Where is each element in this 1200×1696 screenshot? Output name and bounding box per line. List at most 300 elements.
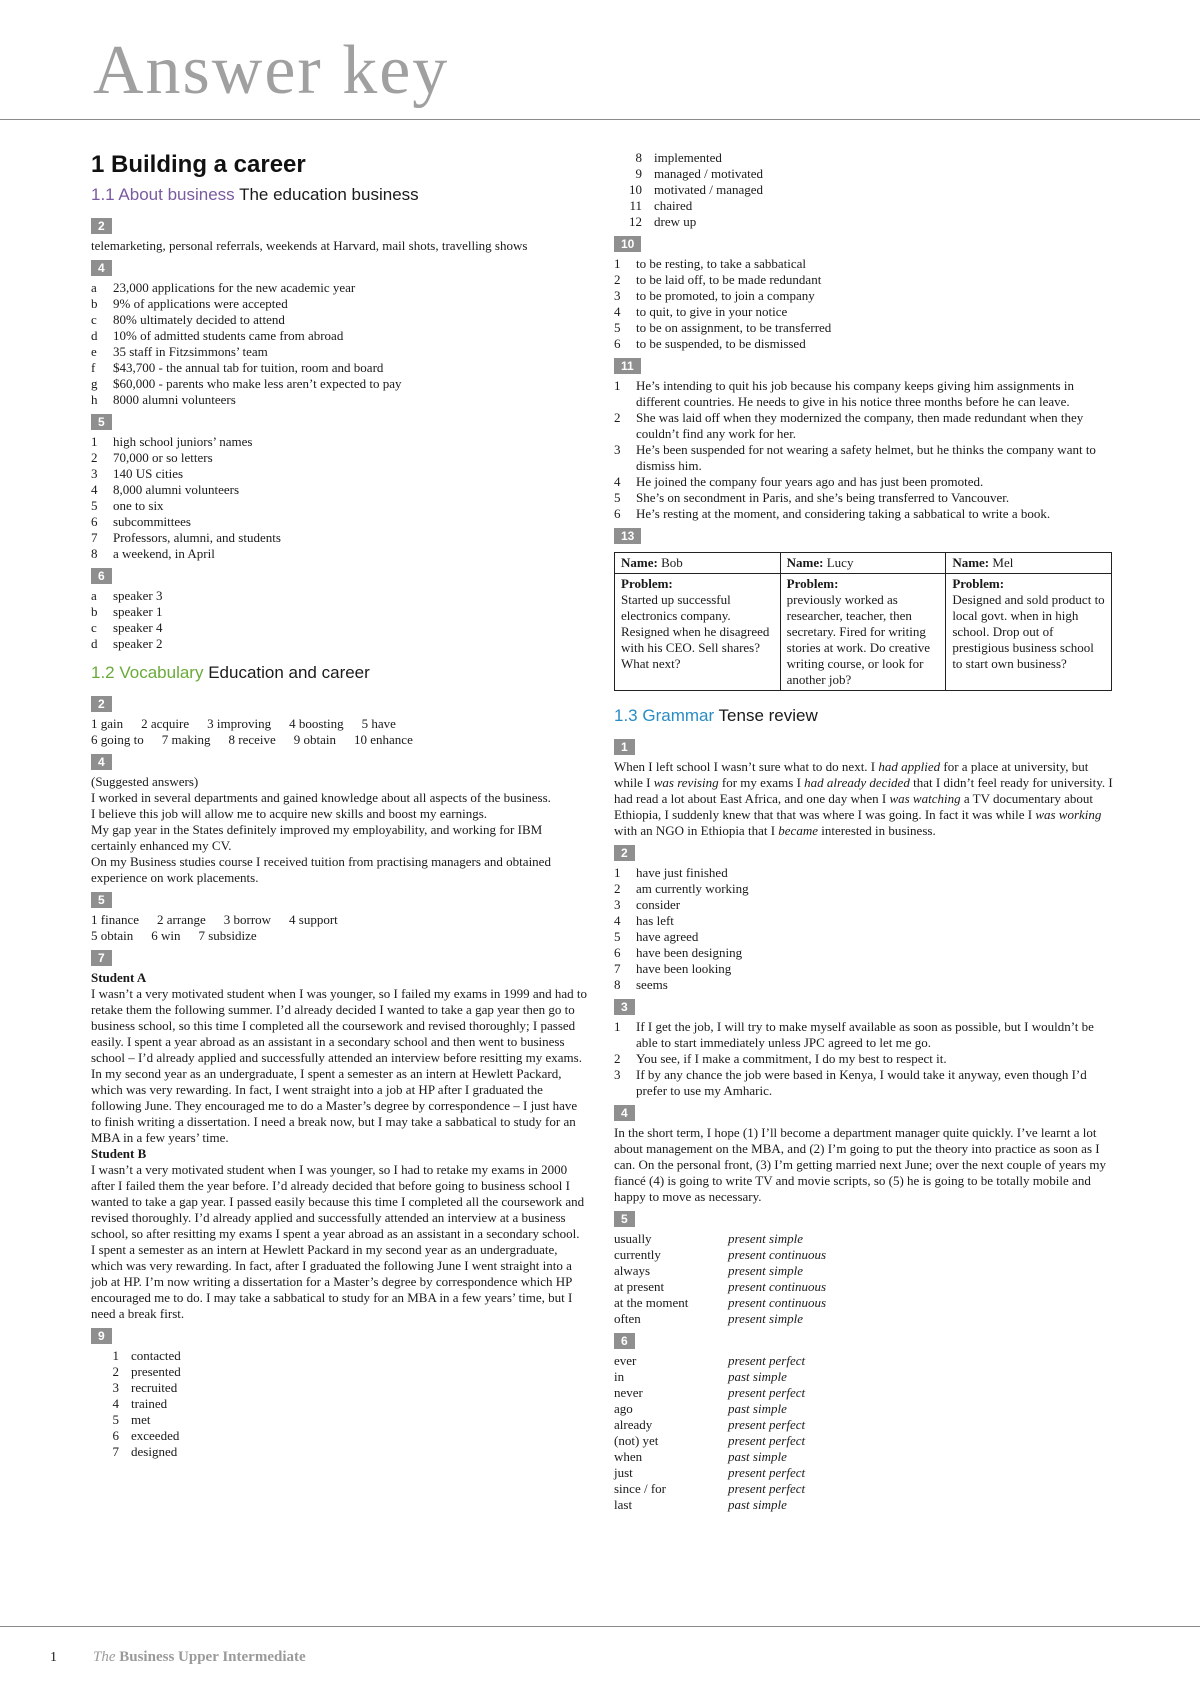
exercise-badge: 11: [614, 358, 641, 374]
item-text: 9% of applications were accepted: [113, 296, 288, 311]
row-item: 4 boosting: [289, 716, 344, 731]
item-text: $60,000 - parents who make less aren’t expected to pay: [113, 376, 402, 391]
list-item: [614, 304, 1114, 320]
item-text: to be suspended, to be dismissed: [636, 336, 806, 351]
item-label: 3: [614, 442, 621, 457]
item-text: designed: [131, 1444, 178, 1459]
item-text: 35 staff in Fitzsimmons’ team: [113, 344, 268, 359]
list-item: [614, 150, 1114, 166]
right-column: [614, 150, 1114, 1513]
item-label: 2: [112, 1364, 119, 1379]
item-label: 4: [112, 1396, 119, 1411]
item-label: 7: [112, 1444, 119, 1459]
item-label: 1: [614, 865, 621, 880]
list-item: [91, 1444, 589, 1460]
header-divider: [0, 119, 1200, 120]
list-item: [614, 288, 1114, 304]
item-text: 140 US cities: [113, 466, 184, 481]
table-row: [615, 574, 1112, 691]
list-item: [614, 166, 1114, 182]
list-item: [91, 514, 589, 530]
item-text: If I get the job, I will try to make myself available as soon as possible, but I wouldn’t be able to start immediately unless JPC agreed to let me go.: [636, 1019, 1094, 1050]
list-item: [614, 1417, 1114, 1433]
list-item: [614, 474, 1114, 490]
paragraph: On my Business studies course I received tuition from practising managers and obtained experience on work placements.: [91, 854, 551, 885]
item-text: presented: [131, 1364, 181, 1379]
item-label: 2: [614, 881, 621, 896]
answer-list: [614, 378, 1114, 522]
item-text: managed / motivated: [654, 166, 764, 181]
table-cell: Name: Mel: [946, 553, 1112, 574]
item-label: 2: [614, 1051, 621, 1066]
list-item: [614, 442, 1114, 474]
list-item: [614, 1353, 1114, 1369]
time-expression: (not) yet: [614, 1433, 659, 1448]
list-item: [91, 620, 589, 636]
item-text: motivated / managed: [654, 182, 764, 197]
paragraph: I worked in several departments and gained knowledge about all aspects of the business.: [91, 790, 551, 805]
item-label: 6: [614, 336, 621, 351]
list-item: [91, 434, 589, 450]
list-item: [91, 392, 589, 408]
item-text: trained: [131, 1396, 168, 1411]
item-text: If by any chance the job were based in Kenya, I would take it anyway, even though I’d prefer to use my Amharic.: [636, 1067, 1087, 1098]
answer-paragraphs: [91, 774, 589, 886]
list-item: [614, 1369, 1114, 1385]
item-text: He joined the company four years ago and has just been promoted.: [636, 474, 984, 489]
row-item: 3 borrow: [223, 912, 272, 927]
time-expression: often: [614, 1311, 641, 1326]
exercise-badge: 2: [91, 218, 112, 234]
time-expression: always: [614, 1263, 651, 1278]
list-item: [614, 1295, 1114, 1311]
list-item: [614, 506, 1114, 522]
row-item: 4 support: [289, 912, 338, 927]
list-item: [614, 865, 1114, 881]
answer-text: When I left school I wasn’t sure what to do next. I had applied for a place at university, but while I was revising for my exams I had already decided that I didn’t feel ready for university. I had read a lot about East Africa, and one day when I was watching a TV documentary about Ethiopia, I suddenly knew that that was where I was going. In fact it was while I was working with an NGO in Ethiopia that I became interested in business.: [614, 759, 1113, 838]
item-label: 2: [614, 410, 621, 425]
row-item: 9 obtain: [293, 732, 337, 747]
exercise-badge: 5: [91, 892, 112, 908]
item-text: drew up: [654, 214, 697, 229]
list-item: [614, 929, 1114, 945]
paragraph: (Suggested answers): [91, 774, 199, 789]
answer-row: [91, 732, 589, 748]
list-item: [91, 1428, 589, 1444]
tense-name: present simple: [728, 1311, 803, 1326]
list-item: [614, 945, 1114, 961]
item-text: You see, if I make a commitment, I do my best to respect it.: [636, 1051, 947, 1066]
row-item: 1 finance: [91, 912, 140, 927]
row-item: 10 enhance: [354, 732, 413, 747]
item-label: 2: [91, 450, 98, 465]
exercise-badge: 13: [614, 528, 641, 544]
answer-list: [614, 1019, 1114, 1099]
answer-text: telemarketing, personal referrals, weekends at Harvard, mail shots, travelling shows: [91, 238, 528, 253]
item-text: have been designing: [636, 945, 743, 960]
item-label: a: [91, 280, 97, 295]
answer-list: [91, 434, 589, 562]
tense-name: past simple: [728, 1449, 787, 1464]
item-label: 8: [635, 150, 642, 165]
list-item: [614, 977, 1114, 993]
item-text: have just finished: [636, 865, 728, 880]
item-text: to be laid off, to be made redundant: [636, 272, 822, 287]
row-item: 1 gain: [91, 716, 124, 731]
tense-name: present perfect: [728, 1385, 806, 1400]
item-label: 3: [91, 466, 98, 481]
paragraph: I believe this job will allow me to acquire new skills and boost my earnings.: [91, 806, 488, 821]
list-item: [614, 913, 1114, 929]
list-item: [91, 280, 589, 296]
tense-name: present perfect: [728, 1353, 806, 1368]
time-expression: already: [614, 1417, 653, 1432]
table-cell: Problem: Started up successful electronics company. Resigned when he disagreed with his CEO. Sell shares? What next?: [615, 574, 781, 691]
list-item: [614, 881, 1114, 897]
list-item: [91, 376, 589, 392]
list-item: [91, 1396, 589, 1412]
row-item: 6 going to: [91, 732, 144, 747]
item-label: 1: [614, 378, 621, 393]
list-item: [614, 897, 1114, 913]
item-label: 7: [614, 961, 621, 976]
item-text: seems: [636, 977, 668, 992]
item-text: exceeded: [131, 1428, 180, 1443]
footer-divider: [0, 1626, 1200, 1627]
item-text: have agreed: [636, 929, 699, 944]
left-column: [91, 148, 589, 1460]
row-item: 2 arrange: [157, 912, 206, 927]
section-keyword: 1.2 Vocabulary: [91, 663, 204, 682]
tense-name: past simple: [728, 1401, 787, 1416]
list-item: [614, 1385, 1114, 1401]
page-number: 1: [50, 1650, 57, 1665]
row-item: 2 acquire: [141, 716, 190, 731]
table-cell: Problem: previously worked as researcher, teacher, then secretary. Fired for writing stories at work. Do creative writing course, or look for another job?: [780, 574, 946, 691]
item-label: 10: [629, 182, 642, 197]
item-label: c: [91, 620, 97, 635]
answer-text: In the short term, I hope (1) I’ll become a department manager quite quickly. I’ve learnt a lot about management on the MBA, and (2) I’m going to put the theory into practice as soon as I can. On the personal front, (3) I’m getting married next June; over the next couple of years my fiancé (4) is going to write TV and movie scripts, so (5) he is going to be totally mobile and happy to move as necessary.: [614, 1125, 1107, 1204]
time-expression: when: [614, 1449, 643, 1464]
item-label: 4: [614, 474, 621, 489]
answer-paragraphs: [91, 1162, 589, 1322]
list-item: [614, 320, 1114, 336]
exercise-badge: 1: [614, 739, 635, 755]
item-text: $43,700 - the annual tab for tuition, room and board: [113, 360, 384, 375]
item-label: d: [91, 636, 98, 651]
item-label: g: [91, 376, 98, 391]
item-label: 7: [91, 530, 98, 545]
list-item: [614, 490, 1114, 506]
answer-row: [91, 716, 589, 732]
list-item: [614, 198, 1114, 214]
time-expression: at the moment: [614, 1295, 689, 1310]
item-text: to be promoted, to join a company: [636, 288, 815, 303]
exercise-badge: 7: [91, 950, 112, 966]
list-item: [91, 328, 589, 344]
item-label: 1: [91, 434, 98, 449]
item-text: to be on assignment, to be transferred: [636, 320, 832, 335]
item-text: 23,000 applications for the new academic year: [113, 280, 356, 295]
list-item: [91, 450, 589, 466]
list-item: [91, 546, 589, 562]
section-title-1-3: [614, 705, 1114, 727]
item-label: e: [91, 344, 97, 359]
list-item: [614, 1433, 1114, 1449]
row-item: 7 subsidize: [198, 928, 257, 943]
answer-list: [614, 1353, 1114, 1513]
item-text: have been looking: [636, 961, 732, 976]
item-label: 3: [614, 897, 621, 912]
list-item: [91, 498, 589, 514]
list-item: [614, 961, 1114, 977]
unit-title: 1 Building a career: [91, 151, 306, 178]
answer-list: [91, 588, 589, 652]
item-text: 80% ultimately decided to attend: [113, 312, 285, 327]
item-label: 5: [112, 1412, 119, 1427]
item-text: He’s intending to quit his job because his company keeps giving him assignments in different countries. He needs to give in his notice three months before he can leave.: [636, 378, 1074, 409]
item-label: 5: [614, 320, 621, 335]
list-item: [91, 588, 589, 604]
item-label: 5: [91, 498, 98, 513]
list-item: [614, 1401, 1114, 1417]
tense-name: present perfect: [728, 1465, 806, 1480]
answer-list: [614, 150, 1114, 230]
list-item: [91, 344, 589, 360]
list-item: [614, 1497, 1114, 1513]
list-item: [91, 466, 589, 482]
item-label: 8: [91, 546, 98, 561]
item-text: 10% of admitted students came from abroad: [113, 328, 344, 343]
list-item: [91, 1412, 589, 1428]
item-text: Professors, alumni, and students: [113, 530, 281, 545]
item-text: implemented: [654, 150, 722, 165]
tense-name: present simple: [728, 1231, 803, 1246]
section-keyword: 1.3 Grammar: [614, 706, 715, 725]
paragraph: I wasn’t a very motivated student when I was younger, so I failed my exams in 1999 and had to retake them the following summer. I’d already decided I wanted to take a gap year then go to business school, so this time I completed all the coursework and revised thoroughly; I passed easily. I spent a year abroad as an assistant in a secondary school and then went to business school – I’d already applied and successfully attended an interview before resitting my exams.: [91, 986, 588, 1065]
paragraph: In my second year as an undergraduate, I spent a semester as an intern at Hewlett Packard, which was very rewarding. In fact, I went straight into a job at HP after I graduated the following June. They encouraged me to do a Master’s degree by correspondence – I just have to finish writing a dissertation. I need a break now, but I may take a sabbatical to study for an MBA in a few years’ time.: [91, 1066, 578, 1145]
time-expression: never: [614, 1385, 643, 1400]
item-label: 4: [614, 304, 621, 319]
list-item: [614, 378, 1114, 410]
tense-name: present continuous: [728, 1279, 827, 1294]
exercise-badge: 4: [91, 260, 112, 276]
item-label: 9: [635, 166, 642, 181]
section-subtitle: Tense review: [714, 706, 818, 725]
exercise-badge: 2: [614, 845, 635, 861]
list-item: [91, 360, 589, 376]
paragraph: My gap year in the States definitely improved my employability, and working for IBM certainly enhanced my CV.: [91, 822, 543, 853]
row-item: 8 receive: [228, 732, 276, 747]
paragraph: I wasn’t a very motivated student when I was younger, so I had to retake my exams in 2000 after I failed them the year before. I’d already decided that before going to business school I wanted to take a gap year. I passed easily because this time I completed all the coursework and revised thoroughly. I’d already applied and successfully attended an interview at a business school, so after resitting my exams I spent a year abroad as an assistant in a secondary school.: [91, 1162, 585, 1241]
item-label: 1: [614, 1019, 621, 1034]
item-text: speaker 2: [113, 636, 163, 651]
time-expression: ever: [614, 1353, 637, 1368]
row-item: 5 obtain: [91, 928, 134, 943]
item-text: speaker 1: [113, 604, 163, 619]
list-item: [91, 1364, 589, 1380]
problem-table: [614, 552, 1112, 691]
item-text: to quit, to give in your notice: [636, 304, 788, 319]
list-item: [91, 1348, 589, 1364]
item-label: 3: [614, 1067, 621, 1082]
section-keyword: 1.1 About business: [91, 185, 235, 204]
item-text: one to six: [113, 498, 164, 513]
time-expression: in: [614, 1369, 625, 1384]
row-item: 6 win: [151, 928, 181, 943]
item-label: 3: [614, 288, 621, 303]
answer-list: [91, 280, 589, 408]
row-item: 3 improving: [207, 716, 272, 731]
table-cell: Problem: Designed and sold product to local govt. when in high school. Drop out of prestigious business school to start own business?: [946, 574, 1112, 691]
time-expression: last: [614, 1497, 633, 1512]
table-cell: Name: Lucy: [780, 553, 946, 574]
list-item: [614, 256, 1114, 272]
item-label: 8: [614, 977, 621, 992]
item-text: She was laid off when they modernized the company, then made redundant when they couldn’t find any work for her.: [636, 410, 1084, 441]
item-label: f: [91, 360, 96, 375]
answer-list: [91, 1348, 589, 1460]
item-text: high school juniors’ names: [113, 434, 253, 449]
answer-row: [91, 928, 589, 944]
list-item: [614, 1067, 1114, 1099]
item-text: contacted: [131, 1348, 181, 1363]
time-expression: currently: [614, 1247, 661, 1262]
section-subtitle: The education business: [234, 185, 419, 204]
item-text: has left: [636, 913, 674, 928]
page-title: Answer key: [93, 32, 450, 109]
item-label: 12: [629, 214, 642, 229]
section-title-1-2: [91, 662, 589, 684]
item-label: 1: [112, 1348, 119, 1363]
time-expression: usually: [614, 1231, 652, 1246]
item-text: subcommittees: [113, 514, 191, 529]
section-title-1-1: [91, 184, 589, 206]
list-item: [614, 1019, 1114, 1051]
answer-list: [614, 1231, 1114, 1327]
tense-name: present simple: [728, 1263, 803, 1278]
item-text: She’s on secondment in Paris, and she’s being transferred to Vancouver.: [636, 490, 1010, 505]
tense-name: present continuous: [728, 1247, 827, 1262]
item-label: c: [91, 312, 97, 327]
item-label: b: [91, 604, 98, 619]
exercise-badge: 2: [91, 696, 112, 712]
answer-list: [614, 865, 1114, 993]
exercise-badge: 6: [614, 1333, 635, 1349]
tense-name: past simple: [728, 1369, 787, 1384]
exercise-badge: 10: [614, 236, 641, 252]
list-item: [91, 312, 589, 328]
tense-name: present perfect: [728, 1433, 806, 1448]
item-text: to be resting, to take a sabbatical: [636, 256, 807, 271]
answer-paragraphs: [91, 986, 589, 1146]
item-label: 6: [614, 945, 621, 960]
item-text: recruited: [131, 1380, 178, 1395]
exercise-badge: 4: [614, 1105, 635, 1121]
list-item: [614, 1449, 1114, 1465]
list-item: [614, 1231, 1114, 1247]
item-text: He’s resting at the moment, and considering taking a sabbatical to write a book.: [636, 506, 1051, 521]
tense-name: present perfect: [728, 1417, 806, 1432]
item-label: h: [91, 392, 98, 407]
list-item: [614, 1465, 1114, 1481]
list-item: [614, 410, 1114, 442]
list-item: [614, 1311, 1114, 1327]
list-item: [614, 214, 1114, 230]
time-expression: ago: [614, 1401, 633, 1416]
item-label: 6: [614, 506, 621, 521]
list-item: [91, 296, 589, 312]
list-item: [91, 636, 589, 652]
list-item: [614, 1279, 1114, 1295]
table-cell: Name: Bob: [615, 553, 781, 574]
item-label: 4: [91, 482, 98, 497]
list-item: [614, 1247, 1114, 1263]
item-label: 6: [91, 514, 98, 529]
item-label: 2: [614, 272, 621, 287]
item-label: 3: [112, 1380, 119, 1395]
student-heading: Student A: [91, 970, 147, 985]
list-item: [91, 530, 589, 546]
footer-brand: The Business Upper Intermediate: [93, 1649, 306, 1665]
item-label: 1: [614, 256, 621, 271]
row-item: 7 making: [161, 732, 211, 747]
item-text: He’s been suspended for not wearing a safety helmet, but he thinks the company want to dismiss him.: [636, 442, 1096, 473]
item-text: 8000 alumni volunteers: [113, 392, 236, 407]
row-item: 5 have: [361, 716, 396, 731]
item-label: a: [91, 588, 97, 603]
exercise-badge: 4: [91, 754, 112, 770]
answer-row: [91, 912, 589, 928]
list-item: [614, 1051, 1114, 1067]
tense-name: present continuous: [728, 1295, 827, 1310]
time-expression: since / for: [614, 1481, 666, 1496]
exercise-badge: 5: [91, 414, 112, 430]
list-item: [614, 272, 1114, 288]
exercise-badge: 3: [614, 999, 635, 1015]
item-text: speaker 3: [113, 588, 163, 603]
tense-name: present perfect: [728, 1481, 806, 1496]
student-heading: Student B: [91, 1146, 147, 1161]
exercise-badge: 9: [91, 1328, 112, 1344]
table-row: [615, 553, 1112, 574]
item-text: 70,000 or so letters: [113, 450, 213, 465]
time-expression: just: [614, 1465, 633, 1480]
item-label: 4: [614, 913, 621, 928]
item-label: b: [91, 296, 98, 311]
item-label: 11: [629, 198, 642, 213]
item-label: 6: [112, 1428, 119, 1443]
list-item: [614, 1481, 1114, 1497]
tense-name: past simple: [728, 1497, 787, 1512]
item-text: consider: [636, 897, 681, 912]
item-label: 5: [614, 929, 621, 944]
paragraph: I spent a semester as an intern at Hewlett Packard in my second year as an undergraduate, which was very rewarding. In fact, after I graduated the following June I went straight into a job at HP. I’m now writing a dissertation for a Master’s degree by correspondence which HP encouraged me to do. I may take a sabbatical to study for an MBA in a few years’ time, but I need a break first.: [91, 1242, 573, 1321]
answer-list: [614, 256, 1114, 352]
list-item: [91, 1380, 589, 1396]
time-expression: at present: [614, 1279, 665, 1294]
list-item: [91, 604, 589, 620]
item-label: 5: [614, 490, 621, 505]
item-label: d: [91, 328, 98, 343]
section-subtitle: Education and career: [203, 663, 370, 682]
list-item: [91, 482, 589, 498]
item-text: chaired: [654, 198, 693, 213]
exercise-badge: 6: [91, 568, 112, 584]
list-item: [614, 336, 1114, 352]
item-text: speaker 4: [113, 620, 163, 635]
item-text: met: [131, 1412, 151, 1427]
